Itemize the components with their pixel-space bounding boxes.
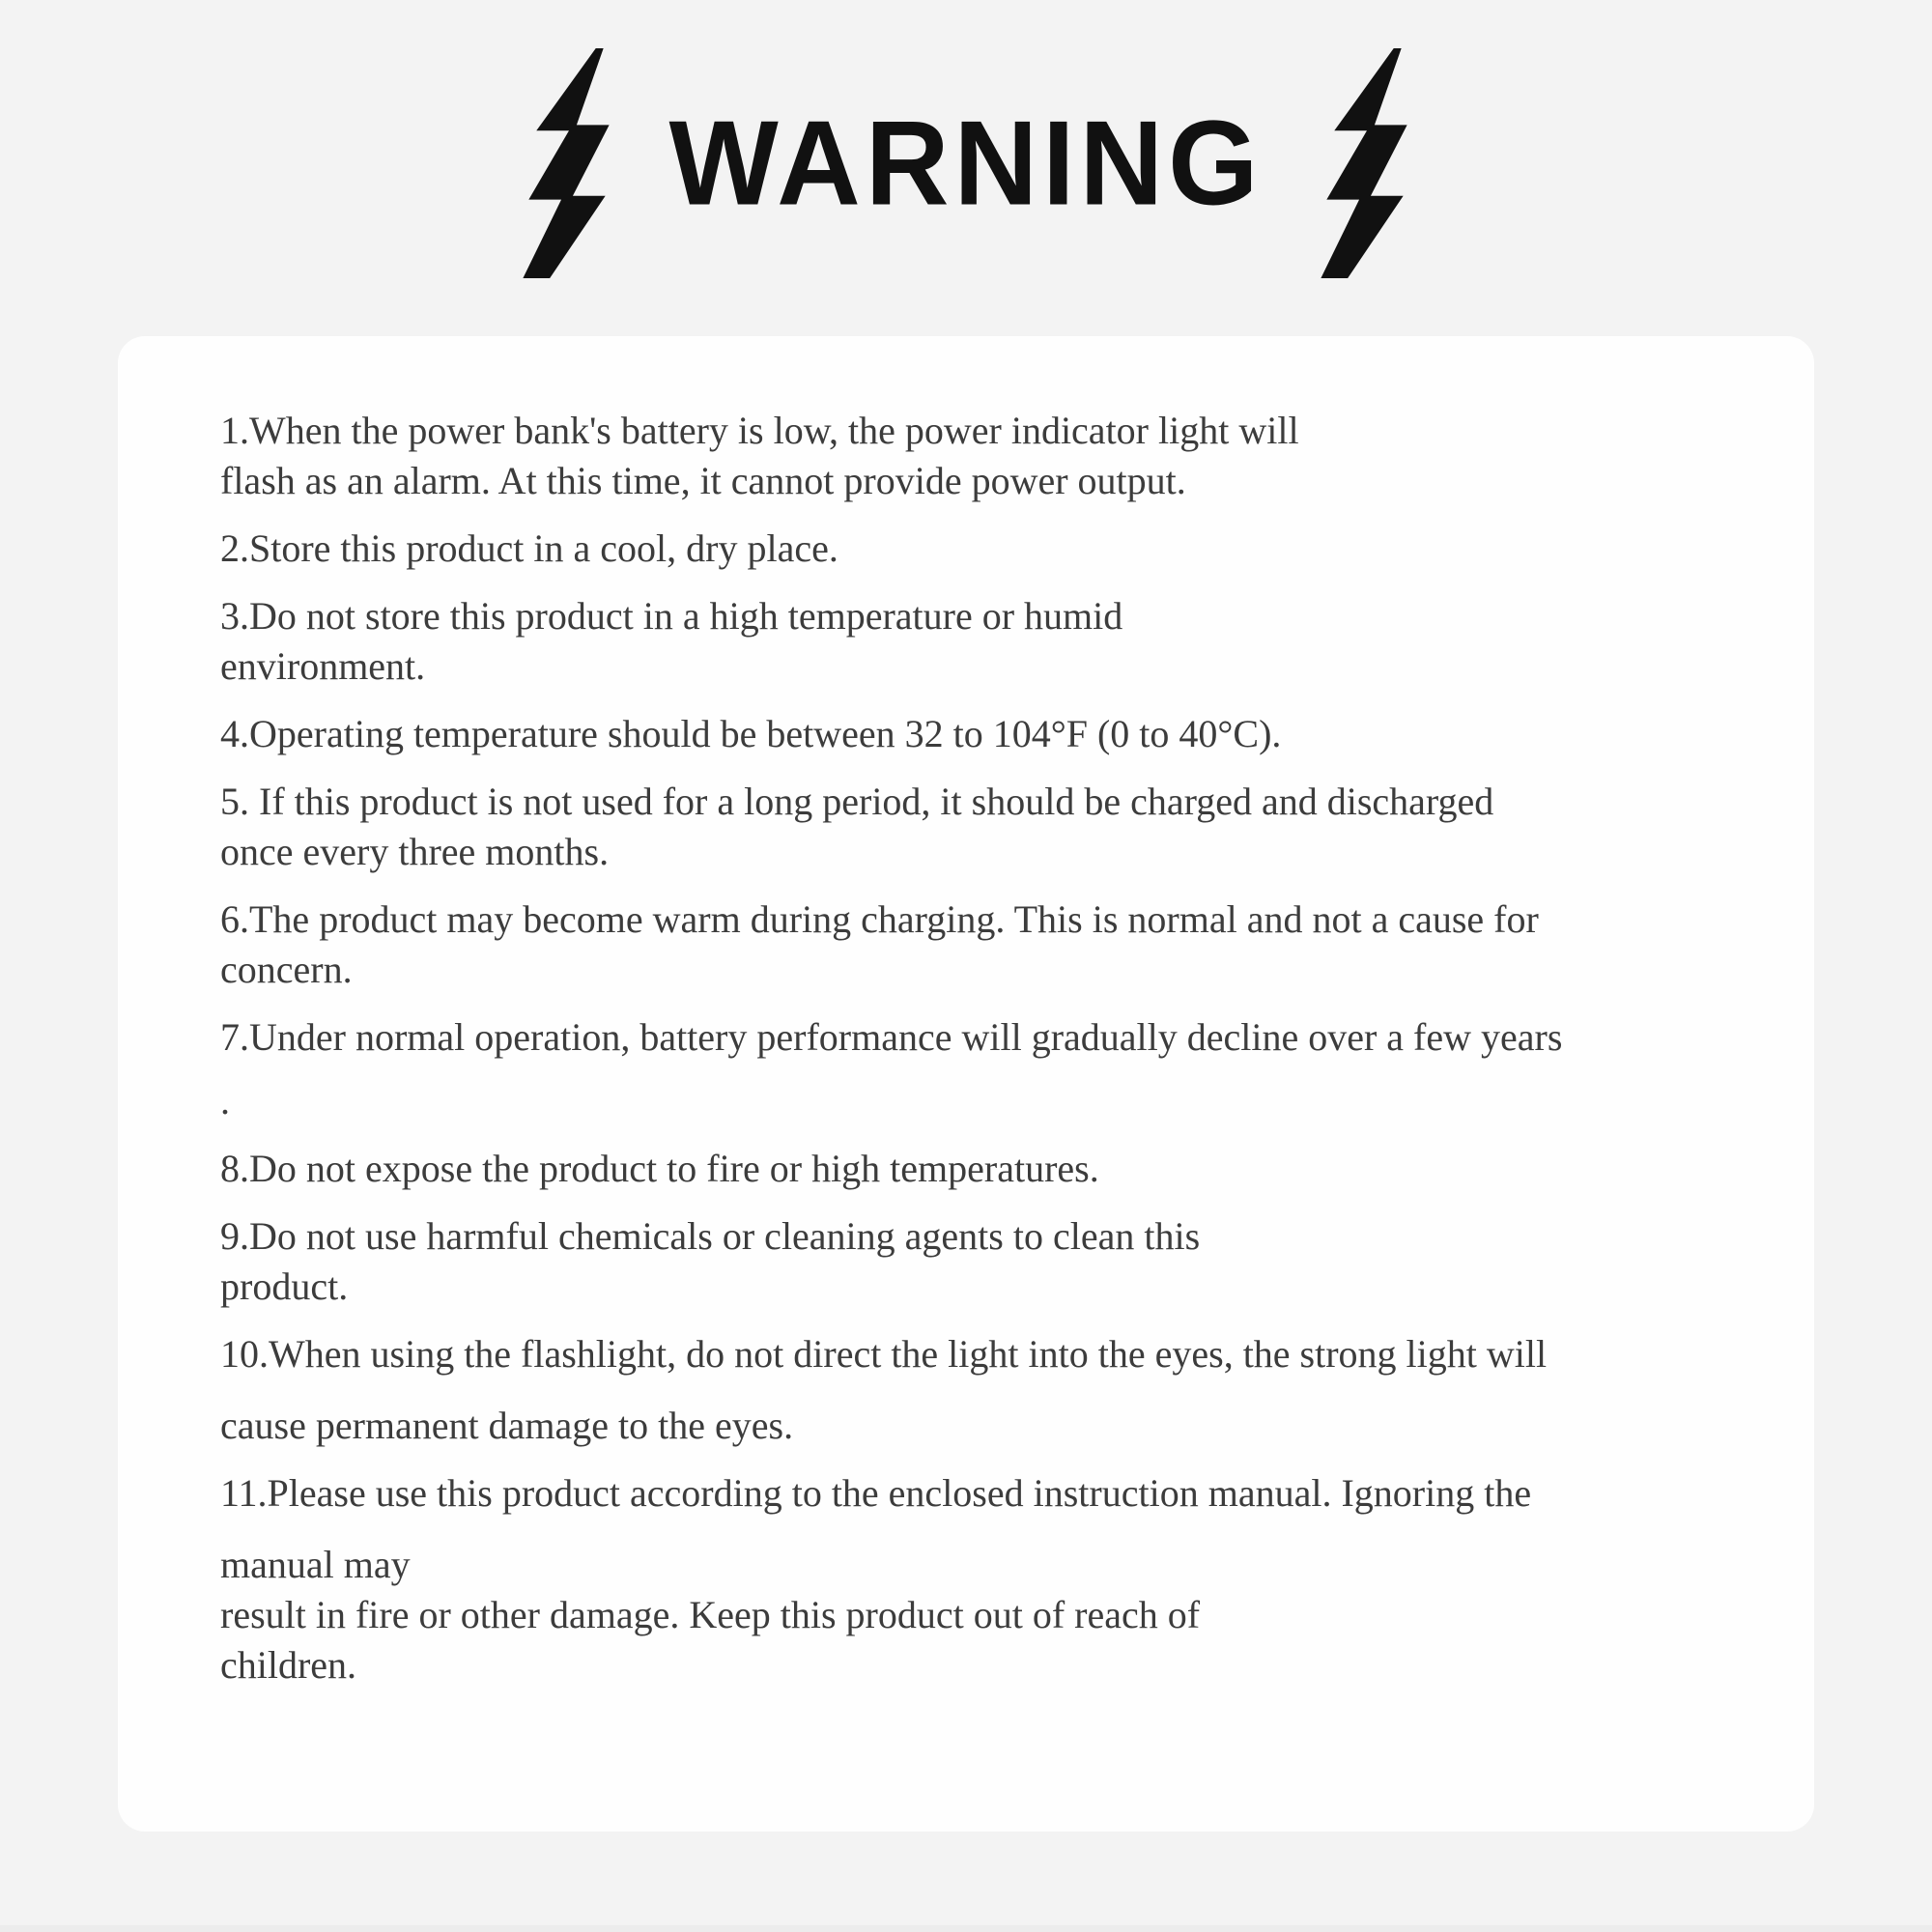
warning-line: 10.When using the flashlight, do not direct the light into the eyes, the strong light will bbox=[220, 1332, 1548, 1376]
warning-line: 5. If this product is not used for a long period, it should be charged and discharged bbox=[220, 780, 1494, 823]
warning-item-1 bbox=[220, 406, 1714, 506]
warning-item-4 bbox=[220, 709, 1714, 759]
page-title: WARNING bbox=[668, 96, 1264, 231]
warning-header bbox=[0, 0, 1932, 280]
warning-line: manual may bbox=[220, 1543, 411, 1586]
warning-item-2 bbox=[220, 524, 1714, 574]
warning-line: 7.Under normal operation, battery performance will gradually decline over a few years bbox=[220, 1015, 1563, 1059]
warning-line: 6.The product may become warm during charging. This is normal and not a cause for bbox=[220, 897, 1539, 941]
warning-line: 4.Operating temperature should be between 32 to 104°F (0 to 40°C). bbox=[220, 712, 1282, 755]
warning-line: 2.Store this product in a cool, dry place. bbox=[220, 526, 838, 570]
warning-line: result in fire or other damage. Keep this product out of reach of bbox=[220, 1593, 1201, 1636]
warnings-card bbox=[118, 336, 1814, 1832]
warning-line: once every three months. bbox=[220, 830, 610, 873]
warning-line: . bbox=[220, 1079, 230, 1122]
lightning-bolt-icon bbox=[1317, 48, 1413, 278]
warning-line: flash as an alarm. At this time, it cannot provide power output. bbox=[220, 459, 1186, 502]
warning-line: 9.Do not use harmful chemicals or cleaning agents to clean this bbox=[220, 1214, 1201, 1258]
warning-line: cause permanent damage to the eyes. bbox=[220, 1404, 794, 1447]
warning-line: 3.Do not store this product in a high temperature or humid bbox=[220, 594, 1123, 638]
warning-line: product. bbox=[220, 1264, 349, 1308]
warning-item-7 bbox=[220, 1012, 1714, 1126]
warning-line: children. bbox=[220, 1643, 357, 1687]
warning-item-11 bbox=[220, 1468, 1714, 1690]
warning-item-6 bbox=[220, 895, 1714, 995]
page-bottom-edge bbox=[0, 1925, 1932, 1932]
lightning-bolt-icon bbox=[519, 48, 615, 278]
warning-item-9 bbox=[220, 1211, 1714, 1312]
warning-item-5 bbox=[220, 777, 1714, 877]
warning-line: environment. bbox=[220, 644, 426, 688]
warning-line: 1.When the power bank's battery is low, the power indicator light will bbox=[220, 409, 1299, 452]
warning-item-3 bbox=[220, 591, 1714, 692]
warning-item-8 bbox=[220, 1144, 1714, 1194]
warning-line: 8.Do not expose the product to fire or high temperatures. bbox=[220, 1147, 1099, 1190]
warning-line: concern. bbox=[220, 948, 353, 991]
warning-line: 11.Please use this product according to the enclosed instruction manual. Ignoring the bbox=[220, 1471, 1532, 1515]
warning-item-10 bbox=[220, 1329, 1714, 1451]
